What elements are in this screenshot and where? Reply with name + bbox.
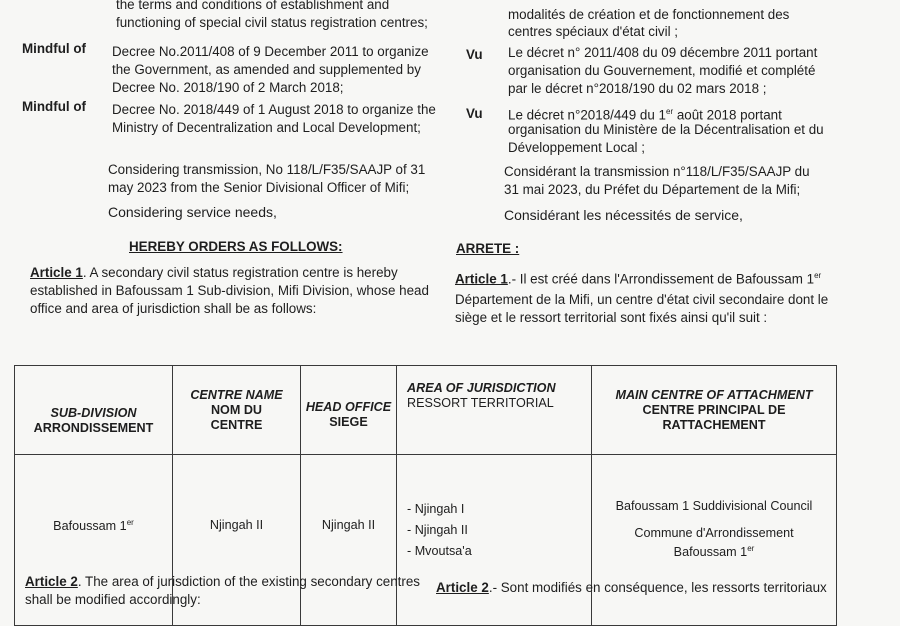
article1-en-label: Article 1 [30, 265, 83, 280]
header-main-centre-en: MAIN CENTRE OF ATTACHMENT [615, 387, 813, 402]
main-centre-fr-sup: er [747, 544, 755, 554]
header-main-centre-fr: CENTRE PRINCIPAL DE RATTACHEMENT [642, 402, 786, 432]
vu-label-1: Vu [466, 47, 483, 62]
cell-subdivision-sup: er [126, 518, 134, 528]
article1-en-line-2: established in Bafoussam 1 Sub-division, Mifi Division, whose head [30, 283, 429, 298]
top-fr-line-0: modalités de création et de fonctionnement des [508, 7, 790, 22]
article2-en-line-1 [25, 574, 420, 590]
considering-en-line-1: Considering transmission, No 118/L/F35/SAAJP of 31 [108, 162, 426, 177]
orders-heading-en: HEREBY ORDERS AS FOLLOWS: [129, 239, 343, 254]
vu2-line-1 [508, 104, 782, 123]
article1-en-line-3: office and area of jurisdiction shall be as follows: [30, 301, 317, 316]
header-head-office [301, 366, 397, 455]
header-subdivision [15, 366, 173, 455]
mindful-label-1: Mindful of [22, 41, 86, 56]
header-centre-name-en: CENTRE NAME [190, 387, 283, 402]
mindful1-line-3: Decree No. 2018/190 of 2 March 2018; [112, 80, 344, 95]
vu1-line-3: par le décret n°2018/190 du 02 mars 2018 ; [508, 81, 767, 96]
header-main-centre [592, 366, 837, 455]
vu2-line-1-sup: er [666, 107, 674, 116]
main-centre-fr-1: Commune d'Arrondissement [634, 526, 794, 541]
cell-subdivision-text: Bafoussam 1 [53, 519, 127, 534]
vu2-line-2: organisation du Ministère de la Décentralisation et du [508, 122, 824, 137]
vu-label-2: Vu [466, 106, 483, 121]
main-centre-fr-2-wrap [596, 541, 832, 560]
header-centre-name-fr: NOM DU CENTRE [210, 402, 263, 432]
article1-en-line-1 [30, 265, 398, 281]
article1-fr-text-1: .- Il est créé dans l'Arrondissement de Bafoussam 1 [507, 271, 815, 287]
considering-fr-line-2: 31 mai 2023, du Préfet du Département de la Mifi; [504, 182, 801, 197]
vu2-line-1-a: Le décret n°2018/449 du 1 [508, 107, 666, 123]
mindful2-line-1: Decree No. 2018/449 of 1 August 2018 to organize the [112, 102, 436, 117]
vu2-line-3: Développement Local ; [508, 140, 645, 155]
cell-head-office: Njingah II [301, 455, 397, 626]
area-list [407, 499, 472, 562]
considering-fr-line-1: Considérant la transmission n°118/L/F35/SAAJP du [504, 164, 810, 179]
article2-en-line-2: shall be modified accordingly: [25, 592, 201, 607]
article2-en-text-1: . The area of jurisdiction of the existing secondary centres [77, 574, 420, 589]
header-area-en: AREA OF JURISDICTION [407, 381, 556, 395]
main-centre-fr-2: Bafoussam 1 [673, 545, 748, 560]
article2-fr-line-1 [436, 580, 827, 596]
header-head-office-en: HEAD OFFICE [305, 400, 392, 414]
header-subdivision-en: SUB-DIVISION [50, 406, 137, 420]
vu1-line-2: organisation du Gouvernement, modifié et complété [508, 63, 816, 78]
mindful-label-2: Mindful of [22, 99, 86, 114]
header-area-fr: RESSORT TERRITORIAL [407, 396, 554, 410]
top-en-line-2: functioning of special civil status registration centres; [116, 15, 428, 30]
considering-fr-service: Considérant les nécessités de service, [504, 207, 743, 223]
article1-fr-line-2: Département de la Mifi, un centre d'état civil secondaire dont le [455, 292, 829, 307]
article2-fr-label: Article 2 [436, 580, 489, 595]
list-item: - Njingah I [407, 501, 465, 516]
main-centre-en: Bafoussam 1 Suddivisional Council [615, 499, 813, 514]
list-item: - Mvoutsa'a [407, 543, 472, 558]
header-area [397, 366, 592, 455]
vu2-line-1-b: août 2018 portant [673, 107, 782, 123]
vu1-line-1: Le décret n° 2011/408 du 09 décembre 2011 portant [508, 45, 818, 60]
header-centre-name [173, 366, 301, 455]
considering-en-line-2: may 2023 from the Senior Divisional Officer of Mifi; [108, 180, 410, 195]
table-header-row [15, 366, 837, 455]
header-head-office-fr: SIEGE [329, 415, 368, 429]
considering-en-service: Considering service needs, [108, 204, 277, 220]
article2-en-label: Article 2 [25, 574, 78, 589]
mindful1-line-1: Decree No.2011/408 of 9 December 2011 to organize [112, 44, 429, 59]
mindful2-line-2: Ministry of Decentralization and Local Development; [112, 120, 421, 135]
header-subdivision-fr: ARRONDISSEMENT [33, 421, 154, 435]
top-en-line-1: the terms and conditions of establishment and [116, 0, 390, 12]
article1-fr-label: Article 1 [455, 271, 508, 287]
article1-fr-line-3: siège et le ressort territorial sont fixés ainsi qu'il suit : [455, 310, 768, 325]
cell-centre-name: Njingah II [173, 455, 301, 626]
article1-en-text-1: . A secondary civil status registration centre is hereby [82, 265, 398, 280]
list-item: - Njingah II [407, 522, 468, 537]
article2-fr-text-1: .- Sont modifiés en conséquence, les ressorts territoriaux [488, 580, 827, 595]
top-fr-line-1: centres spéciaux d'état civil ; [508, 24, 679, 39]
orders-heading-fr: ARRETE : [456, 241, 520, 256]
article1-fr-sup: er [814, 271, 822, 280]
mindful1-line-2: the Government, as amended and supplemented by [112, 62, 421, 77]
article1-fr-line-1 [455, 268, 821, 287]
